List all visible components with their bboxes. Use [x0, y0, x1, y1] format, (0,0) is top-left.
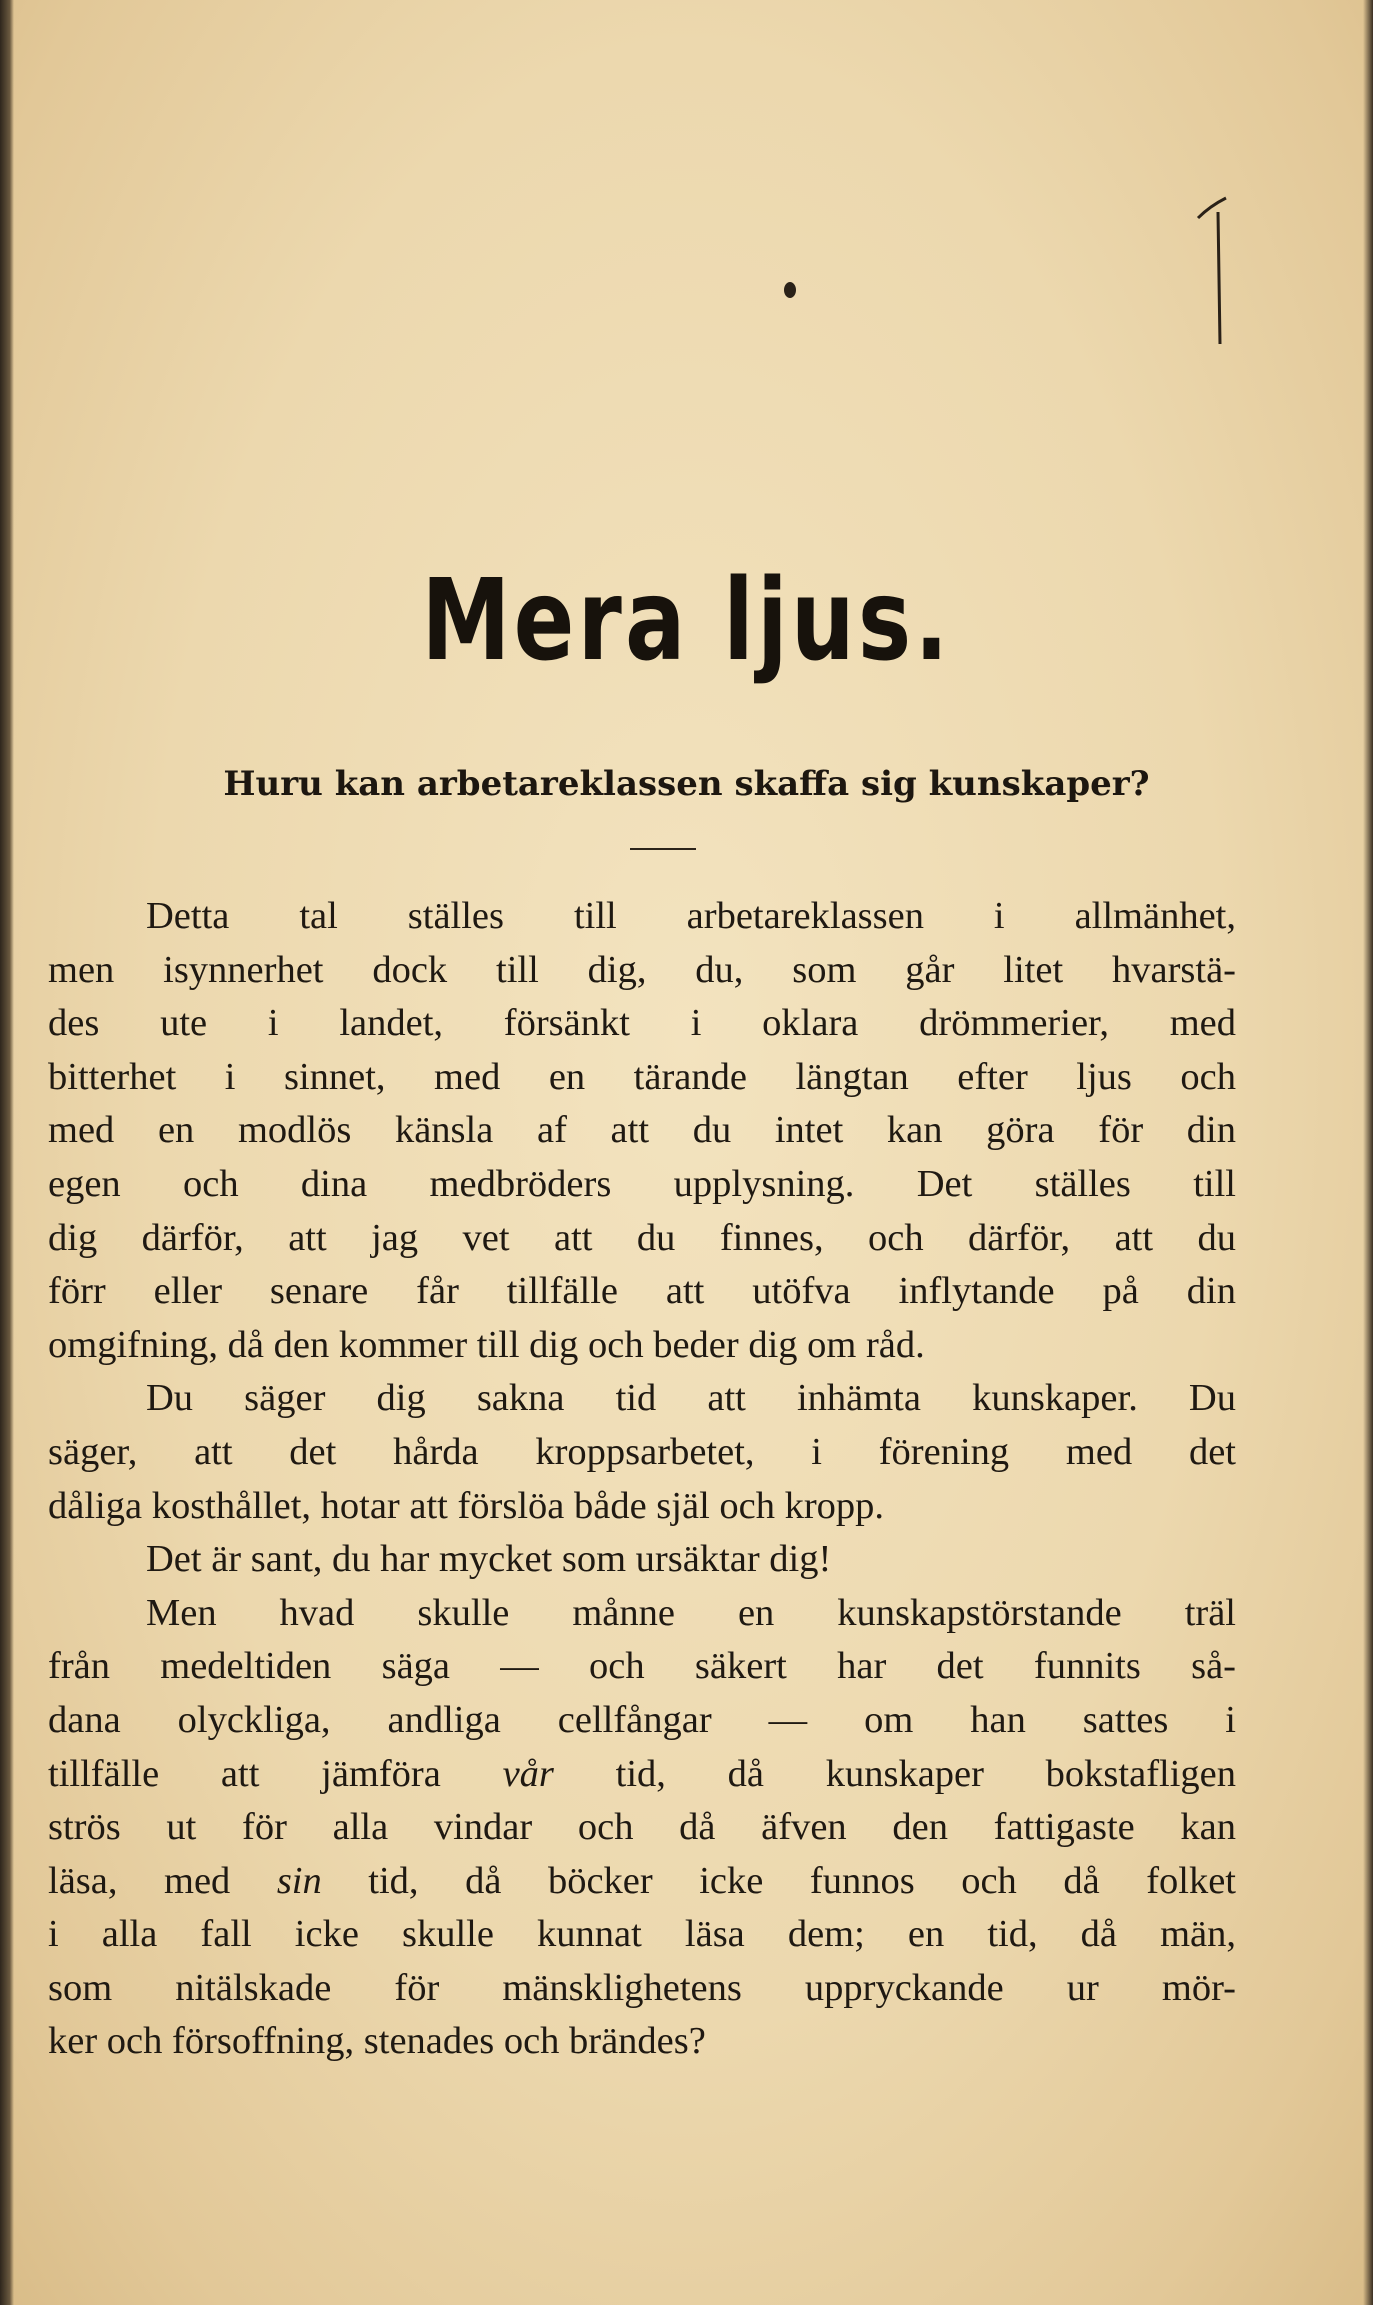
text-line: egen och dina medbröders upplysning. Det ställes till [48, 1162, 1236, 1205]
text-line: men isynnerhet dock till dig, du, som går litet hvarstä- [48, 948, 1236, 991]
text-segment: tillfälle att jämföra [48, 1752, 503, 1795]
ink-speck [784, 282, 796, 298]
text-line: säger, att det hårda kroppsarbetet, i förening med det [48, 1430, 1236, 1473]
page-title: Mera ljus. [421, 556, 952, 686]
text-line: Det är sant, du har mycket som ursäktar dig! [146, 1538, 832, 1581]
text-line: Detta tal ställes till arbetareklassen i allmänhet, [146, 895, 1236, 937]
text-line: bitterhet i sinnet, med en tärande längtan efter ljus och [48, 1055, 1236, 1098]
text-line [48, 1855, 1236, 1909]
text-line: dig därför, att jag vet att du finnes, och därför, att du [48, 1216, 1236, 1259]
page-subtitle: Huru kan arbetareklassen skaffa sig kunskaper? [223, 764, 1150, 804]
text-line: förr eller senare får tillfälle att utöfva inflytande på din [48, 1270, 1236, 1313]
text-segment: tid, då kunskaper bokstafligen [553, 1752, 1236, 1795]
italic-word: vår [502, 1752, 554, 1795]
text-line: ker och försoffning, stenades och brändes? [48, 2020, 706, 2063]
text-line: Men hvad skulle månne en kunskapstörstande träl [146, 1591, 1236, 1634]
text-line: från medeltiden säga — och säkert har det funnits så- [48, 1645, 1236, 1688]
text-segment: tid, då böcker icke funnos och då folket [321, 1859, 1236, 1902]
text-segment: läsa, med [48, 1859, 277, 1902]
text-line: med en modlös känsla af att du intet kan göra för din [48, 1109, 1236, 1152]
section-divider [630, 848, 696, 850]
pencil-mark [1196, 196, 1236, 346]
text-line: dana olyckliga, andliga cellfångar — om han sattes i [48, 1698, 1236, 1741]
text-line [48, 1748, 1236, 1802]
text-line: strös ut för alla vindar och då äfven den fattigaste kan [48, 1806, 1236, 1849]
body-paragraphs [48, 890, 1236, 2069]
text-line: Du säger dig sakna tid att inhämta kunskaper. Du [146, 1377, 1236, 1420]
text-line: i alla fall icke skulle kunnat läsa dem; en tid, då män, [48, 1913, 1236, 1956]
book-spine-edge [0, 0, 14, 2305]
page-right-edge [1363, 0, 1373, 2305]
text-line: des ute i landet, försänkt i oklara drömmerier, med [48, 1002, 1236, 1045]
text-line: omgifning, då den kommer till dig och beder dig om råd. [48, 1323, 925, 1366]
text-line: som nitälskade för mänsklighetens uppryckande ur mör- [48, 1966, 1236, 2009]
text-line: dåliga kosthållet, hotar att förslöa både själ och kropp. [48, 1484, 885, 1527]
italic-word: sin [276, 1859, 322, 1902]
